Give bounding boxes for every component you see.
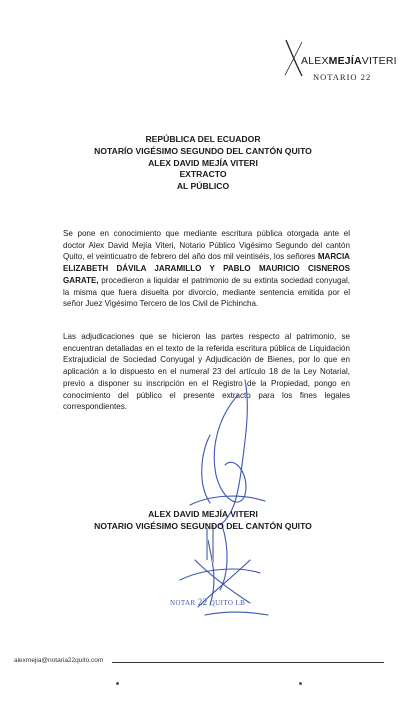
logo-subtitle: NOTARIO 22	[313, 72, 372, 82]
heading-audience: AL PÚBLICO	[176, 181, 230, 192]
notary-logo	[283, 38, 397, 82]
footer-dot-right	[299, 682, 302, 685]
heading-document-type: EXTRACTO	[179, 169, 227, 180]
heading-notary-name: ALEX DAVID MEJÍA VITERI	[148, 157, 258, 168]
signatory-title: NOTARIO VIGÉSIMO SEGUNDO DEL CANTÓN QUITO	[94, 520, 312, 531]
document-heading	[0, 134, 406, 193]
paragraph-notice: Se pone en conocimiento que mediante escritura pública otorgada ante el doctor Alex David Mejía Viteri, Notario Público Vigésimo Segundo del cantón Quito, el veinticuatro de febrero del año dos mil veintiséis, los señores MARCIA ELIZABETH DÁVILA JARAMILLO Y PABLO MAURICIO CISNEROS GARATE, procedieron a liquidar el patrimonio de su extinta sociedad conyugal, la misma que fuera disuelta por divorcio, mediante sentencia emitida por el señor Juez Vigésimo Tercero de los Civil de Pichincha.	[63, 229, 350, 309]
heading-notary-office: NOTARÍO VIGÉSIMO SEGUNDO DEL CANTÓN QUITO	[94, 145, 312, 156]
heading-country: REPÚBLICA DEL ECUADOR	[145, 134, 261, 144]
logo-name: ALEXMEJÍAVITERI	[301, 55, 397, 67]
footer-dot-left	[116, 682, 119, 685]
footer-divider	[112, 662, 384, 663]
paragraph-adjudications: Las adjudicaciones que se hicieron las partes respecto al patrimonio, se encuentran detalladas en el texto de la referida escritura pública de Liquidación Extrajudicial de Sociedad Conyugal y Adjudicación de Bienes, por lo que en aplicación a lo dispuesto en el numeral 23 del artículo 18 de la Ley Notarial, previo a disponer su inscripción en el Registro de la Propiedad, pongo en conocimiento del público el presente extracto para los fines legales correspondientes.	[63, 332, 350, 412]
notary-stamp: NOTAR 22 QUITO LB	[170, 597, 246, 607]
signature-block	[0, 509, 406, 533]
footer-email: alexmejia@notaria22quito.com	[14, 657, 104, 664]
parties-names: MARCIA ELIZABETH DÁVILA JARAMILLO Y PABLO MAURICIO CISNEROS GARATE,	[63, 252, 350, 285]
signatory-name: ALEX DAVID MEJÍA VITERI	[148, 509, 258, 519]
